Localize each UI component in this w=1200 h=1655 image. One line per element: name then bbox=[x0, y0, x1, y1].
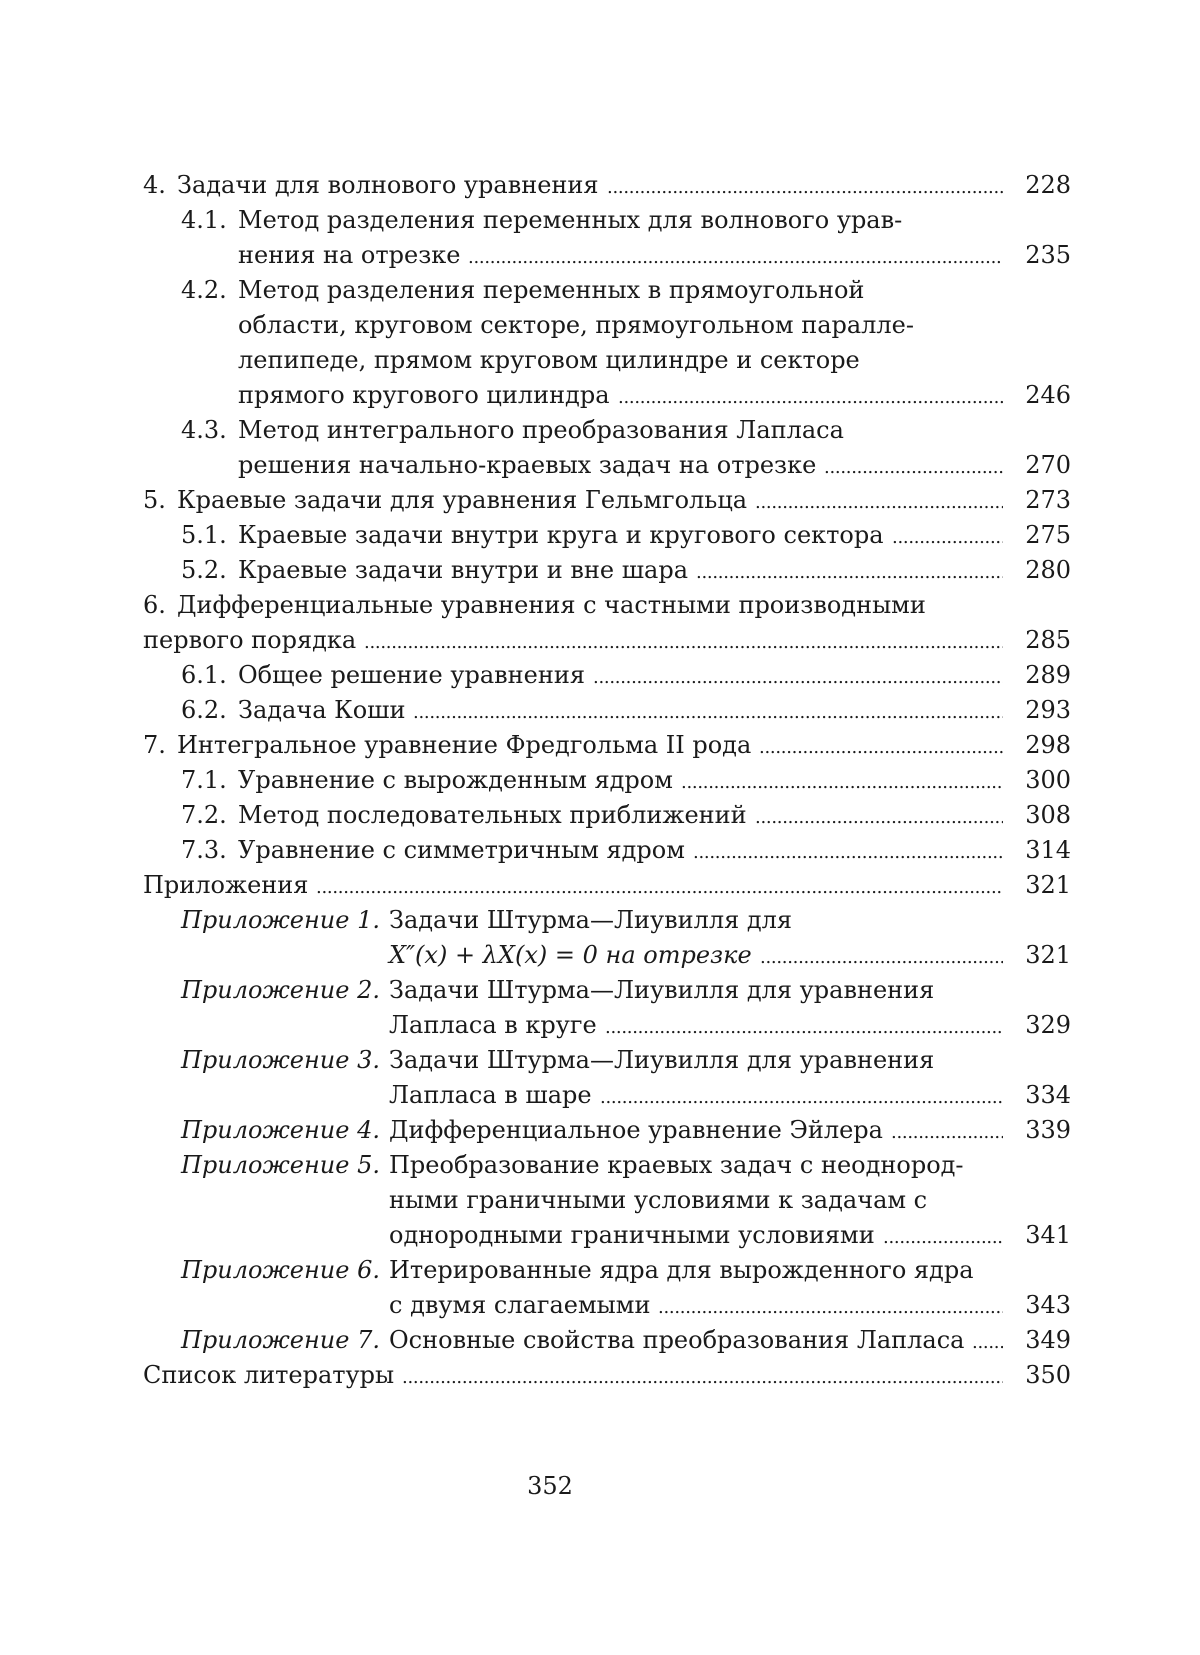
toc-entry[interactable] bbox=[143, 693, 1071, 728]
toc-entry[interactable] bbox=[143, 658, 1071, 693]
toc-entry-title: первого порядка bbox=[143, 626, 357, 654]
toc-entry-continuation[interactable] bbox=[143, 378, 1071, 413]
toc-entry-page: 321 bbox=[1025, 871, 1071, 899]
toc-entry-continuation[interactable] bbox=[143, 448, 1071, 483]
toc-entry-continuation[interactable] bbox=[143, 938, 1071, 973]
toc-entry[interactable] bbox=[143, 1253, 1071, 1288]
leader-dots bbox=[316, 868, 1003, 905]
leader-dots bbox=[658, 1288, 1003, 1325]
toc-entry-page: 308 bbox=[1025, 801, 1071, 829]
toc-entry-title: Уравнение с вырожденным ядром bbox=[238, 766, 673, 794]
toc-entry-page: 339 bbox=[1025, 1116, 1071, 1144]
toc-entry[interactable] bbox=[143, 1358, 1071, 1393]
toc-entry-title: Краевые задачи внутри и вне шара bbox=[238, 556, 689, 584]
toc-entry-page: 228 bbox=[1025, 171, 1071, 199]
table-of-contents bbox=[143, 168, 1071, 1393]
toc-entry[interactable] bbox=[143, 413, 1071, 448]
toc-entry-title: ными граничными условиями к задачам с bbox=[389, 1186, 928, 1214]
leader-dots bbox=[759, 728, 1003, 765]
toc-entry-title: Общее решение уравнения bbox=[238, 661, 586, 689]
toc-entry-title: Дифференциальное уравнение Эйлера bbox=[389, 1116, 883, 1144]
toc-entry-page: 235 bbox=[1025, 241, 1071, 269]
toc-entry-title: Метод разделения переменных в прямоугольной bbox=[238, 276, 865, 304]
toc-entry-continuation[interactable] bbox=[143, 1008, 1071, 1043]
toc-entry-page: 350 bbox=[1025, 1361, 1071, 1389]
toc-entry-number: 6. bbox=[143, 591, 166, 619]
toc-entry[interactable] bbox=[143, 868, 1071, 903]
toc-entry[interactable] bbox=[143, 518, 1071, 553]
leader-dots bbox=[891, 1113, 1003, 1150]
leader-dots bbox=[696, 553, 1003, 590]
leader-dots bbox=[593, 658, 1003, 695]
toc-entry[interactable] bbox=[143, 1113, 1071, 1148]
toc-entry-title: нения на отрезке bbox=[238, 241, 461, 269]
toc-entry-number: 4. bbox=[143, 171, 166, 199]
toc-entry-continuation[interactable] bbox=[143, 1183, 1071, 1218]
toc-entry-continuation[interactable] bbox=[143, 1288, 1071, 1323]
toc-entry[interactable] bbox=[143, 1043, 1071, 1078]
toc-entry-number: Приложение 4. bbox=[181, 1116, 380, 1144]
toc-entry-page: 298 bbox=[1025, 731, 1071, 759]
toc-entry-number: 4.3. bbox=[181, 416, 227, 444]
toc-entry-number: Приложение 7. bbox=[181, 1326, 380, 1354]
toc-entry-page: 280 bbox=[1025, 556, 1071, 584]
toc-entry[interactable] bbox=[143, 1323, 1071, 1358]
toc-entry-number: 5.1. bbox=[181, 521, 227, 549]
toc-entry-number: 4.1. bbox=[181, 206, 227, 234]
toc-entry-page: 270 bbox=[1025, 451, 1071, 479]
toc-entry-title: Приложения bbox=[143, 871, 309, 899]
toc-entry-page: 343 bbox=[1025, 1291, 1071, 1319]
toc-entry-continuation[interactable] bbox=[143, 343, 1071, 378]
toc-entry-number: 4.2. bbox=[181, 276, 227, 304]
toc-entry-title: прямого кругового цилиндра bbox=[238, 381, 610, 409]
leader-dots bbox=[681, 763, 1003, 800]
leader-dots bbox=[402, 1358, 1003, 1395]
leader-dots bbox=[605, 1008, 1003, 1045]
toc-entry-continuation[interactable] bbox=[143, 1218, 1071, 1253]
toc-entry-page: 329 bbox=[1025, 1011, 1071, 1039]
toc-entry-number: 7. bbox=[143, 731, 166, 759]
toc-entry[interactable] bbox=[143, 483, 1071, 518]
toc-entry-number: 5. bbox=[143, 486, 166, 514]
toc-entry-title: однородными граничными условиями bbox=[389, 1221, 875, 1249]
toc-entry-title: Задачи Штурма—Лиувилля для уравнения bbox=[389, 976, 935, 1004]
leader-dots bbox=[760, 938, 1003, 975]
toc-entry-title: X″(x) + λX(x) = 0 на отрезке bbox=[389, 941, 752, 969]
toc-entry-title: Задача Коши bbox=[238, 696, 406, 724]
leader-dots bbox=[364, 623, 1003, 660]
leader-dots bbox=[468, 238, 1003, 275]
toc-entry[interactable] bbox=[143, 168, 1071, 203]
toc-entry-page: 273 bbox=[1025, 486, 1071, 514]
toc-entry-number: 7.2. bbox=[181, 801, 227, 829]
toc-entry-title: Задачи для волнового уравнения bbox=[177, 171, 599, 199]
toc-entry-title: Метод разделения переменных для волнового урав- bbox=[238, 206, 903, 234]
toc-entry-title: Дифференциальные уравнения с частными производными bbox=[177, 591, 926, 619]
toc-entry-page: 293 bbox=[1025, 696, 1071, 724]
toc-entry[interactable] bbox=[143, 1148, 1071, 1183]
toc-entry-number: 6.1. bbox=[181, 661, 227, 689]
toc-entry[interactable] bbox=[143, 273, 1071, 308]
toc-entry-title: Интегральное уравнение Фредгольма II рода bbox=[177, 731, 752, 759]
toc-entry-page: 300 bbox=[1025, 766, 1071, 794]
toc-entry-number: Приложение 2. bbox=[181, 976, 380, 1004]
toc-entry-number: 7.3. bbox=[181, 836, 227, 864]
toc-entry-continuation[interactable] bbox=[143, 623, 1071, 658]
toc-entry-title: Метод последовательных приближений bbox=[238, 801, 747, 829]
toc-entry-title: Лапласа в шаре bbox=[389, 1081, 592, 1109]
toc-entry-title: Краевые задачи внутри круга и кругового сектора bbox=[238, 521, 884, 549]
toc-entry-continuation[interactable] bbox=[143, 308, 1071, 343]
toc-entry[interactable] bbox=[143, 588, 1071, 623]
leader-dots bbox=[883, 1218, 1003, 1255]
toc-entry[interactable] bbox=[143, 973, 1071, 1008]
leader-dots bbox=[755, 798, 1003, 835]
leader-dots bbox=[892, 518, 1003, 555]
toc-entry-number: Приложение 6. bbox=[181, 1256, 380, 1284]
toc-entry[interactable] bbox=[143, 553, 1071, 588]
toc-entry-title: Уравнение с симметричным ядром bbox=[238, 836, 685, 864]
toc-entry-page: 285 bbox=[1025, 626, 1071, 654]
toc-entry-title: области, круговом секторе, прямоугольном паралле- bbox=[238, 311, 914, 339]
toc-entry-page: 349 bbox=[1025, 1326, 1071, 1354]
leader-dots bbox=[972, 1323, 1003, 1360]
page-number: 352 bbox=[527, 1472, 573, 1500]
toc-entry-number: Приложение 5. bbox=[181, 1151, 380, 1179]
toc-entry-title: Итерированные ядра для вырожденного ядра bbox=[389, 1256, 974, 1284]
toc-entry-title: лепипеде, прямом круговом цилиндре и секторе bbox=[238, 346, 860, 374]
toc-entry-page: 341 bbox=[1025, 1221, 1071, 1249]
toc-entry[interactable] bbox=[143, 763, 1071, 798]
toc-entry-title: Краевые задачи для уравнения Гельмгольца bbox=[177, 486, 748, 514]
toc-entry-number: 5.2. bbox=[181, 556, 227, 584]
leader-dots bbox=[693, 833, 1003, 870]
toc-entry[interactable] bbox=[143, 203, 1071, 238]
toc-entry-title: Метод интегрального преобразования Лапласа bbox=[238, 416, 844, 444]
toc-entry-page: 275 bbox=[1025, 521, 1071, 549]
toc-entry-title: Основные свойства преобразования Лапласа bbox=[389, 1326, 965, 1354]
toc-entry-number: Приложение 1. bbox=[181, 906, 380, 934]
toc-entry-page: 321 bbox=[1025, 941, 1071, 969]
toc-entry-title: Задачи Штурма—Лиувилля для bbox=[389, 906, 793, 934]
toc-entry-title: решения начально-краевых задач на отрезке bbox=[238, 451, 817, 479]
toc-entry-continuation[interactable] bbox=[143, 238, 1071, 273]
leader-dots bbox=[607, 168, 1003, 205]
toc-entry-number: Приложение 3. bbox=[181, 1046, 380, 1074]
toc-entry[interactable] bbox=[143, 728, 1071, 763]
toc-entry-title: Список литературы bbox=[143, 1361, 395, 1389]
toc-entry-title: Лапласа в круге bbox=[389, 1011, 597, 1039]
toc-entry-continuation[interactable] bbox=[143, 1078, 1071, 1113]
toc-entry-page: 334 bbox=[1025, 1081, 1071, 1109]
leader-dots bbox=[755, 483, 1003, 520]
toc-entry-title: Задачи Штурма—Лиувилля для уравнения bbox=[389, 1046, 935, 1074]
leader-dots bbox=[600, 1078, 1003, 1115]
toc-entry-page: 314 bbox=[1025, 836, 1071, 864]
leader-dots bbox=[618, 378, 1003, 415]
toc-entry[interactable] bbox=[143, 798, 1071, 833]
toc-entry-title: Преобразование краевых задач с неоднород- bbox=[389, 1151, 964, 1179]
toc-entry[interactable] bbox=[143, 833, 1071, 868]
toc-entry-number: 6.2. bbox=[181, 696, 227, 724]
toc-entry-number: 7.1. bbox=[181, 766, 227, 794]
toc-entry-page: 289 bbox=[1025, 661, 1071, 689]
toc-entry[interactable] bbox=[143, 903, 1071, 938]
leader-dots bbox=[413, 693, 1003, 730]
leader-dots bbox=[824, 448, 1003, 485]
toc-entry-page: 246 bbox=[1025, 381, 1071, 409]
toc-entry-title: с двумя слагаемыми bbox=[389, 1291, 651, 1319]
